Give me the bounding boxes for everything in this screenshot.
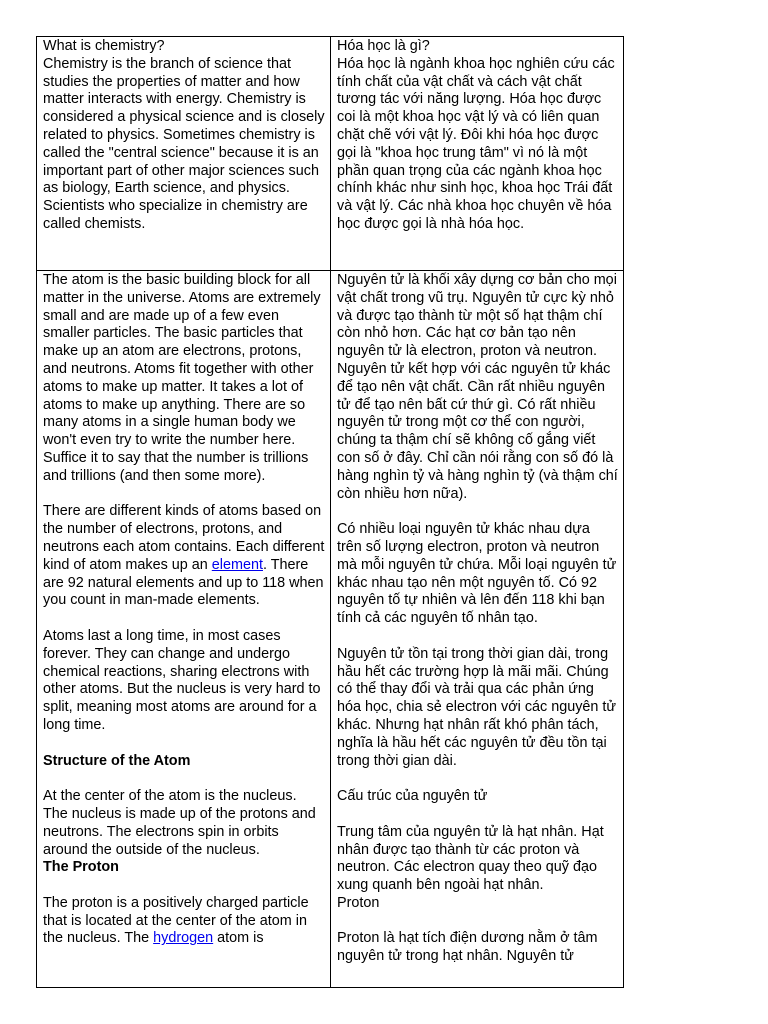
intro-body-vi: Hóa học là ngành khoa học nghiên cứu các tính chất của vật chất và cách vật chất tương tác với năng lượng. Hóa học được coi là một khoa học vật lý và có liên quan chặt chẽ với vật lý. Đôi khi hóa học được gọi là "khoa học trung tâm" vì nó là một phần quan trọng của các ngành khoa học chính khác như sinh học, khoa học Trái đất và vật lý. Các nhà khoa học chuyên về hóa học được gọi là nhà hóa học. [337, 55, 615, 232]
atom-paragraph-4-en: At the center of the atom is the nucleus. The nucleus is made up of the protons and neutrons. The electrons spin in orbits around the outside of the nucleus. [43, 788, 316, 858]
atom-paragraph-2-vi: Có nhiều loại nguyên tử khác nhau dựa trên số lượng electron, proton và neutron mà mỗi nguyên tử chứa. Mỗi loại nguyên tử khác nhau tạo nên một nguyên tố. Có 92 nguyên tố tự nhiên và lên đến 118 khi bạn tính cả các nguyên tố nhân tạo. [337, 521, 617, 627]
atom-paragraph-3-en: Atoms last a long time, in most cases forever. They can change and undergo chemical reactions, sharing electrons with other atoms. But the nucleus is very hard to split, meaning most atoms are around for a long time. [43, 627, 321, 733]
atom-paragraph-5-en [43, 895, 325, 948]
atom-paragraph-2-text: There are different kinds of atoms based on the number of electrons, protons, and neutrons each atom contains. Each different kind of atom makes up an [43, 503, 325, 573]
structure-heading-vi: Cấu trúc của nguyên tử [337, 788, 488, 805]
structure-heading-en [43, 753, 325, 771]
intro-title-en: What is chemistry? [43, 38, 165, 54]
bilingual-table [36, 36, 624, 988]
atom-paragraph-1-vi: Nguyên tử là khối xây dựng cơ bản cho mọi vật chất trong vũ trụ. Nguyên tử cực kỳ nhỏ và được tạo thành từ một số hạt thậm chí còn nhỏ hơn. Các hạt cơ bản tạo nên nguyên tử là electron, proton và neutron. Nguyên tử kết hợp với các nguyên tử khác để tạo nên vật chất. Cần rất nhiều nguyên tử để tạo nên bất cứ thứ gì. Có rất nhiều nguyên tử trong một cơ thể con người, chúng ta thậm chí sẽ không cố gắng viết con số ở đây. Chỉ cần nói rằng con số đó là hàng nghìn tỷ và hàng nghìn tỷ (và thậm chí còn nhiều hơn nữa). [337, 272, 618, 502]
atom-paragraph-2-en [43, 503, 325, 610]
structure-heading-text: Structure of the Atom [43, 752, 191, 769]
atom-paragraph-4-vi: Trung tâm của nguyên tử là hạt nhân. Hạt nhân được tạo thành từ các proton và neutron. Các electron quay theo quỹ đạo xung quanh bên ngoài hạt nhân. [337, 823, 604, 894]
table-row [37, 271, 624, 988]
table-row [37, 37, 624, 271]
atom-paragraph-5-tail: atom is [213, 930, 264, 947]
proton-heading-text: The Proton [43, 859, 119, 876]
atom-paragraph-1-en: The atom is the basic building block for all matter in the universe. Atoms are extremely small and are made up of a few even smaller particles. The basic particles that make up an atom are electrons, protons, and neutrons. Atoms fit together with other atoms to make up matter. It takes a lot of atoms to make up anything. There are so many atoms in a single human body we won't even try to write the number here. Suffice it to say that the number is trillions and trillions (and then some more). [43, 272, 321, 484]
atom-paragraph-2-tail: . There are 92 natural elements and up to 118 when you count in man-made elements. [43, 556, 324, 609]
proton-heading-en [43, 859, 325, 877]
intro-body-en: Chemistry is the branch of science that studies the properties of matter and how matter interacts with energy. Chemistry is considered a physical science and is closely related to physics. Sometimes chemistry is called the "central science" because it is an important part of other major sciences such as biology, Earth science, and physics. Scientists who specialize in chemistry are called chemists. [43, 55, 325, 232]
hydrogen-link[interactable]: hydrogen [153, 930, 214, 947]
element-link[interactable]: element [211, 556, 263, 573]
cell-vietnamese-intro [331, 37, 624, 271]
atom-paragraph-5-vi: Proton là hạt tích điện dương nằm ở tâm nguyên tử trong hạt nhân. Nguyên tử [337, 930, 598, 965]
atom-paragraph-5-text: The proton is a positively charged particle that is located at the center of the atom in the nucleus. The [43, 894, 309, 947]
atom-paragraph-3-vi: Nguyên tử tồn tại trong thời gian dài, trong hầu hết các trường hợp là mãi mãi. Chúng có thể thay đổi và trải qua các phản ứng hóa học, chia sẻ electron với các nguyên tử khác. Nhưng hạt nhân rất khó phân tách, nghĩa là hầu hết các nguyên tử đều tồn tại trong thời gian dài. [337, 645, 617, 769]
proton-heading-vi: Proton [337, 894, 380, 911]
cell-english-intro [37, 37, 331, 271]
cell-vietnamese-atom [331, 271, 624, 988]
cell-english-atom [37, 271, 331, 988]
intro-title-vi: Hóa học là gì? [337, 38, 430, 54]
